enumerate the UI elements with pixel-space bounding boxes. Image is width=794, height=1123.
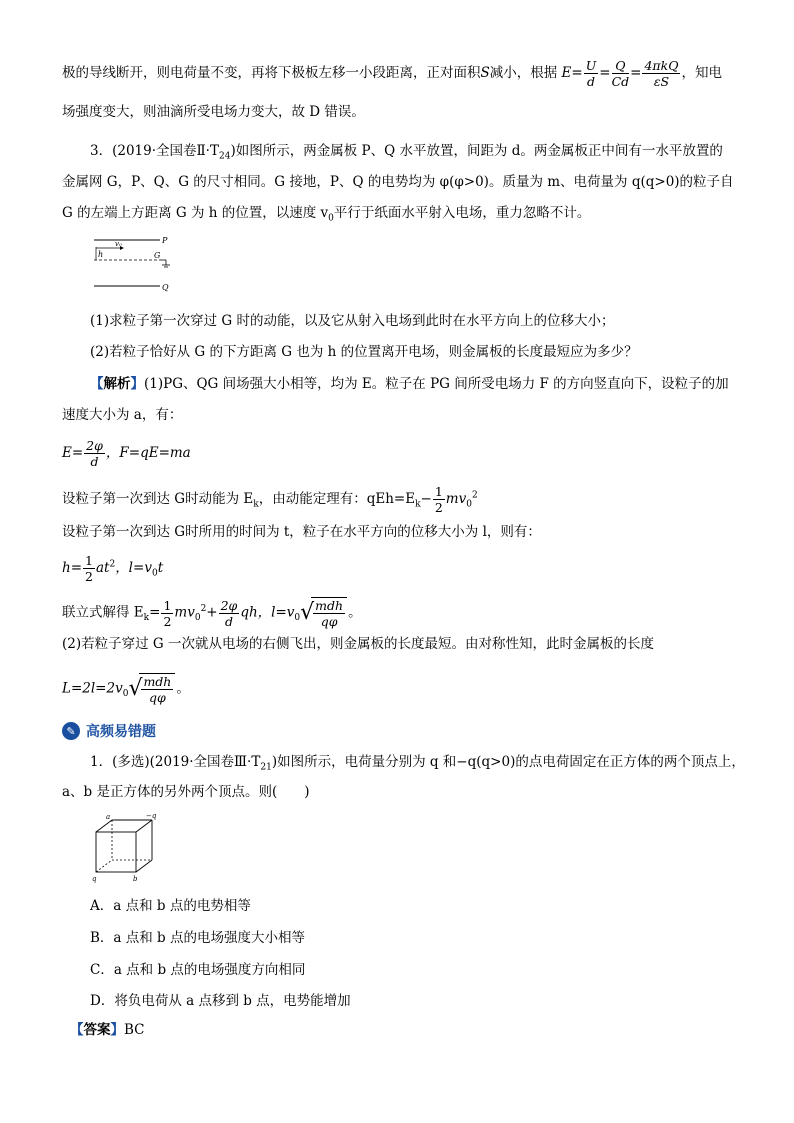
label-P: P [162, 236, 168, 245]
solution-tag: 【解析】 [90, 376, 144, 392]
label-a: a [106, 813, 111, 821]
equation-3: 联立式解得 $E_k=$ $\frac{1}{2}$ $mv_0^2+$ $\frac{2\varphi}{d}$ qh，$l=v_0$ √ $\frac{\text{mdh}}{q\varphi}$ 。 [62, 597, 362, 629]
option-b: B．a 点和 b 点的电场强度大小相等 [90, 930, 305, 946]
question-2: (2)若粒子恰好从 G 的下方距离 G 也为 h 的位置离开电场，则金属板的长度最短应为多少？ [90, 344, 638, 360]
equation-4: $L=2l=2v_0$ √ $\frac{\text{mdh}}{q\varphi}$ 。 [62, 674, 190, 705]
solution-line: 【解析】(1)PG、QG 间场强大小相等，均为 E。粒子在 PG 间所受电场力 F 的方向竖直向下，设粒子的加 [90, 376, 729, 392]
solution-line: 设粒子第一次到达 G时动能为 $E_k$，由动能定理有：$qEh=E_k-$ $\frac{1}{2}$ $mv_0^2$ [62, 484, 478, 515]
solution-line: (2)若粒子穿过 G 一次就从电场的右侧飞出，则金属板的长度最短。由对称性知，此时金属板的长度 [62, 636, 654, 652]
formula-capacitance: E= $\frac{U}{d}$ = $\frac{Q}{Cd}$ = $\frac{\text{4πkQ}}{\varepsilon S}$ [561, 58, 679, 89]
plates-figure [90, 232, 190, 294]
problem-3-stem: G 的左端上方距离 G 为 h 的位置，以速度 $v_0$平行于纸面水平射入电场，重力忽略不计。 [62, 205, 591, 224]
label-q: q [92, 875, 97, 883]
problem-1-stem: 1．(多选)(2019·全国卷$Ⅲ\cdot T_{21}$)如图所示，电荷量分别为 q 和−q(q>0)的点电荷固定在正方体的两个顶点上， [90, 754, 745, 773]
answer-tag: 【答案】 [70, 1022, 124, 1038]
text-line: 场强度变大，则油滴所受电场力变大，故 D 错误。 [62, 104, 365, 120]
solution-line: 设粒子第一次到达 G时所用的时间为 t，粒子在水平方向的位移大小为 l，则有： [62, 524, 541, 540]
label-v0: v₀ [115, 240, 122, 248]
problem-1-stem: a、b 是正方体的另外两个顶点。则( ) [62, 784, 310, 800]
section-title: 高频易错题 [86, 724, 156, 740]
label-minus-q: −q [146, 812, 157, 820]
option-c: C．a 点和 b 点的电场强度方向相同 [90, 962, 306, 978]
question-1: (1)求粒子第一次穿过 G 时的动能，以及它从射入电场到此时在水平方向上的位移大小； [90, 313, 615, 329]
option-d: D．将负电荷从 a 点移到 b 点，电势能增加 [90, 993, 351, 1009]
section-header [62, 721, 156, 741]
problem-3-stem: 3．(2019·全国卷$Ⅱ\cdot T_{24}$)如图所示，两金属板 P、Q 水平放置，间距为 d。两金属板正中间有一水平放置的 [90, 143, 723, 162]
solution-line: 速度大小为 a，有： [62, 407, 183, 423]
equation-1: E= $\frac{2\varphi}{d}$ ，F=qE=ma [62, 438, 191, 469]
label-G: G [154, 251, 161, 260]
text-line: 极的导线断开，则电荷量不变，再将下极板左移一小段距离，正对面积S减小，根据 E= $\frac{U}{d}$ = $\frac{Q}{Cd}$ = $\frac{\text{4πkQ}}{\varepsilon S}$ ，知电 [62, 58, 722, 89]
answer-line [70, 1020, 145, 1040]
label-b: b [133, 875, 138, 883]
pencil-icon: ✎ [62, 722, 80, 740]
answer-value: BC [124, 1022, 145, 1038]
label-h: h [98, 250, 104, 259]
equation-2: h= $\frac{1}{2}$ $at^2$，$l=v_0t$ [62, 553, 164, 584]
option-a: A．a 点和 b 点的电势相等 [90, 898, 251, 914]
cube-figure [90, 812, 162, 884]
label-Q: Q [162, 283, 169, 292]
problem-3-stem: 金属网 G，P、Q、G 的尺寸相同。G 接地，P、Q 的电势均为 φ(φ>0)。质量为 m、电荷量为 q(q>0)的粒子自 [62, 174, 734, 190]
